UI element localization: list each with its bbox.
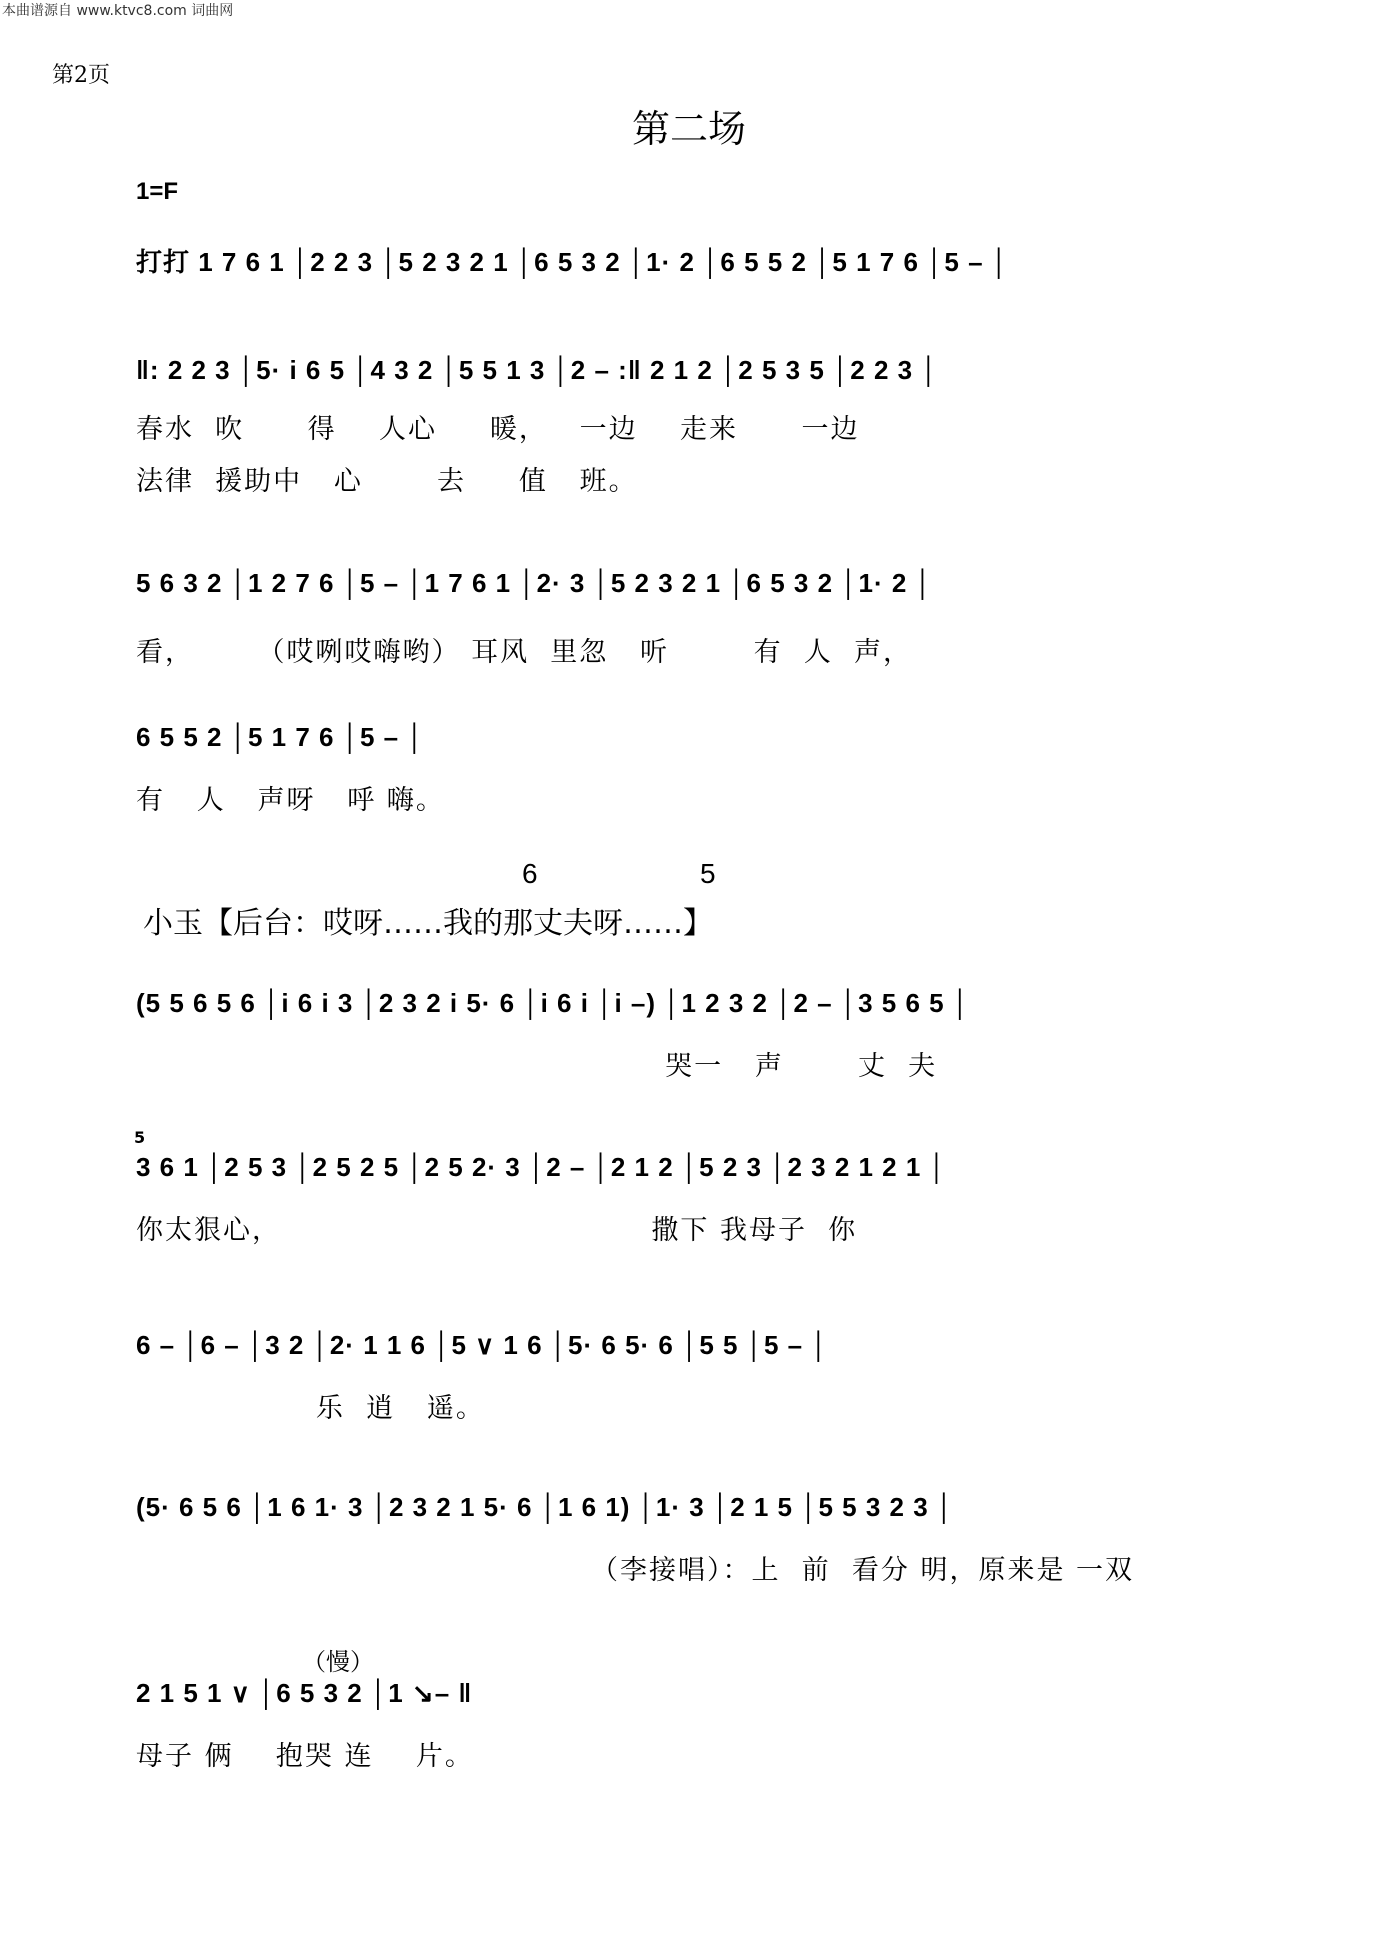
dialog-number: 6 <box>522 858 538 889</box>
stave-notes: 5 6 3 2 │1 2 7 6 │5 – │1 7 6 1 │2· 3 │5 2 3 2 1 │6 5 3 2 │1· 2 │ <box>136 568 933 598</box>
lyric-line: （李接唱）：上 前 看分 明，原来是 一双 <box>136 1555 1135 1586</box>
lyric-line: 哭一 声 丈 夫 <box>136 1051 938 1082</box>
lyric-line: 你太狠心， 撒下 我母子 你 <box>136 1215 858 1246</box>
stave-notes: 打打 1 7 6 1 │2 2 3 │5 2 3 2 1 │6 5 3 2 │1· 2 │6 5 5 2 │5 1 7 6 │5 – │ <box>136 247 1010 277</box>
score-title: 第二场 <box>631 107 746 151</box>
dialog-number: 5 <box>700 858 716 889</box>
dialog-line: 小玉【后台：哎呀……我的那丈夫呀……】 <box>143 906 713 941</box>
tempo-mark-slow: （慢） <box>302 1648 374 1676</box>
lyric-line: 春水 吹 得 人心 暖， 一边 走来 一边 <box>136 414 860 445</box>
grace-note: 5 <box>134 1128 146 1147</box>
page-number: 第2页 <box>52 63 110 88</box>
stave-notes: 2 1 5 1 ∨ │6 5 3 2 │1 ↘– ‖ <box>136 1678 473 1708</box>
stave-notes: (5· 6 5 6 │1 6 1· 3 │2 3 2 1 5· 6 │1 6 1) │1· 3 │2 1 5 │5 5 3 2 3 │ <box>136 1492 955 1522</box>
watermark-text: 本曲谱源自 www.ktvc8.com 词曲网 <box>2 3 234 19</box>
stave-notes: ‖: 2 2 3 │5· i 6 5 │4 3 2 │5 5 1 3 │2 – :‖ 2 1 2 │2 5 3 5 │2 2 3 │ <box>136 355 939 385</box>
stave-notes: (5 5 6 5 6 │i 6 i 3 │2 3 2 i 5· 6 │i 6 i │i –) │1 2 3 2 │2 – │3 5 6 5 │ <box>136 988 971 1018</box>
lyric-line: 看， （哎咧哎嗨哟） 耳风 里忽 听 有 人 声， <box>136 637 912 668</box>
stave-notes: 3 6 1 │2 5 3 │2 5 2 5 │2 5 2· 3 │2 – │2 1 2 │5 2 3 │2 3 2 1 2 1 │ <box>136 1152 947 1182</box>
lyric-line: 乐 逍 遥。 <box>136 1393 485 1424</box>
key-signature: 1=F <box>136 178 179 205</box>
stave-notes: 6 – │6 – │3 2 │2· 1 1 6 │5 ∨ 1 6 │5· 6 5· 6 │5 5 │5 – │ <box>136 1330 829 1360</box>
stave-notes: 6 5 5 2 │5 1 7 6 │5 – │ <box>136 722 425 752</box>
lyric-line: 法律 援助中 心 去 值 班。 <box>136 466 638 497</box>
lyric-line: 母子 俩 抱哭 连 片。 <box>136 1741 474 1772</box>
lyric-line: 有 人 声呀 呼 嗨。 <box>136 785 445 816</box>
